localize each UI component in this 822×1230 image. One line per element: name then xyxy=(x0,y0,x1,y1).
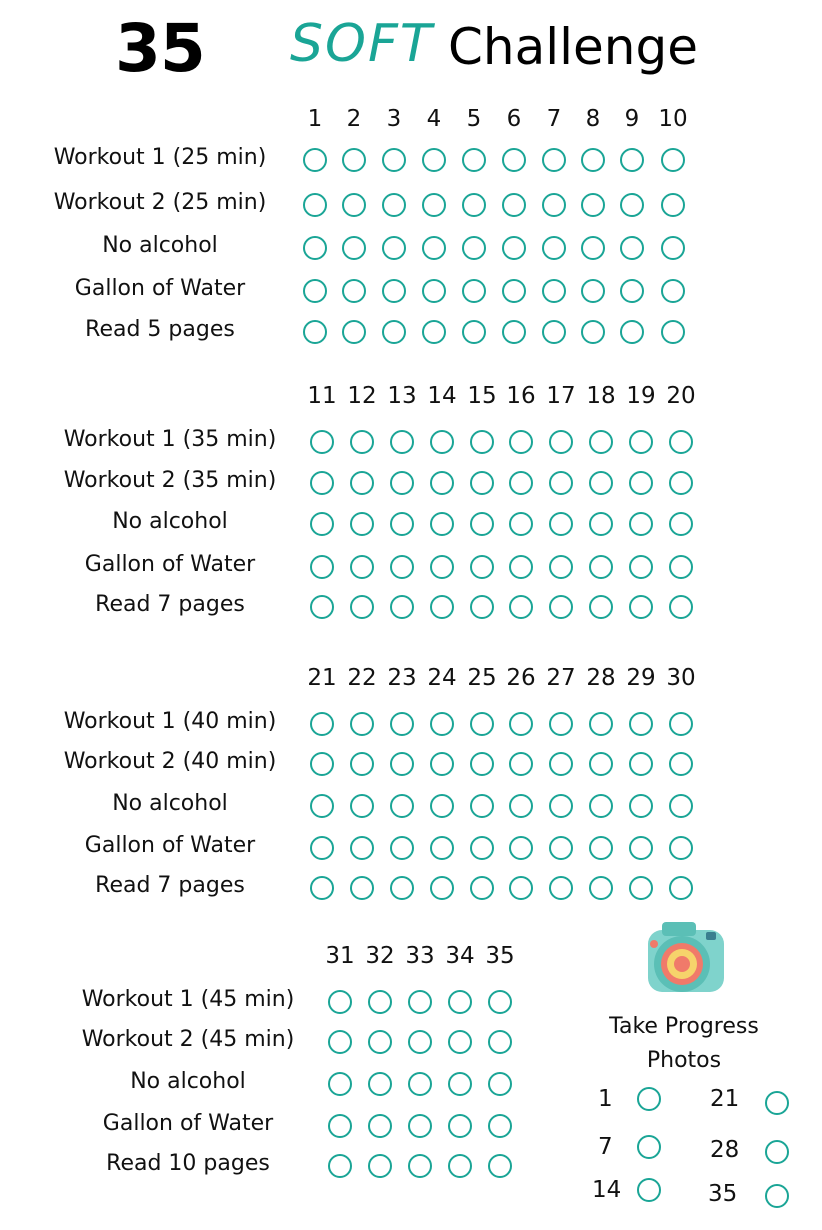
day-checkbox[interactable] xyxy=(462,193,486,217)
day-checkbox[interactable] xyxy=(629,595,653,619)
day-number: 13 xyxy=(387,383,417,409)
day-checkbox[interactable] xyxy=(589,836,613,860)
day-number: 25 xyxy=(467,665,497,691)
day-checkbox[interactable] xyxy=(509,794,533,818)
day-checkbox[interactable] xyxy=(669,794,693,818)
day-checkbox[interactable] xyxy=(430,471,454,495)
day-checkbox[interactable] xyxy=(629,430,653,454)
day-number: 2 xyxy=(346,106,362,132)
day-checkbox[interactable] xyxy=(589,555,613,579)
day-checkbox[interactable] xyxy=(589,876,613,900)
day-number: 19 xyxy=(626,383,656,409)
task-label: Workout 1 (45 min) xyxy=(81,987,295,1012)
day-checkbox[interactable] xyxy=(470,752,494,776)
day-number: 23 xyxy=(387,665,417,691)
day-checkbox[interactable] xyxy=(589,794,613,818)
day-checkbox[interactable] xyxy=(350,471,374,495)
day-checkbox[interactable] xyxy=(669,555,693,579)
day-checkbox[interactable] xyxy=(408,990,432,1014)
day-checkbox[interactable] xyxy=(328,990,352,1014)
day-checkbox[interactable] xyxy=(408,1154,432,1178)
day-checkbox[interactable] xyxy=(470,595,494,619)
day-checkbox[interactable] xyxy=(310,595,334,619)
day-checkbox[interactable] xyxy=(462,320,486,344)
day-checkbox[interactable] xyxy=(408,1072,432,1096)
day-checkbox[interactable] xyxy=(382,279,406,303)
day-checkbox[interactable] xyxy=(390,595,414,619)
day-number: 5 xyxy=(466,106,482,132)
day-checkbox[interactable] xyxy=(350,712,374,736)
photo-day-number: 35 xyxy=(708,1181,738,1207)
day-number: 35 xyxy=(485,943,515,969)
day-checkbox[interactable] xyxy=(629,876,653,900)
day-number: 12 xyxy=(347,383,377,409)
day-checkbox[interactable] xyxy=(488,1030,512,1054)
day-checkbox[interactable] xyxy=(310,712,334,736)
day-checkbox[interactable] xyxy=(350,430,374,454)
day-number: 34 xyxy=(445,943,475,969)
title-challenge: Challenge xyxy=(448,18,698,76)
day-checkbox[interactable] xyxy=(368,1114,392,1138)
day-checkbox[interactable] xyxy=(488,990,512,1014)
day-number: 16 xyxy=(506,383,536,409)
day-checkbox[interactable] xyxy=(669,752,693,776)
day-number: 31 xyxy=(325,943,355,969)
day-checkbox[interactable] xyxy=(430,512,454,536)
day-checkbox[interactable] xyxy=(581,279,605,303)
task-label: Workout 2 (40 min) xyxy=(63,749,277,774)
day-checkbox[interactable] xyxy=(310,876,334,900)
task-label: Gallon of Water xyxy=(102,1111,274,1136)
task-label: Workout 2 (45 min) xyxy=(81,1027,295,1052)
day-checkbox[interactable] xyxy=(342,236,366,260)
day-checkbox[interactable] xyxy=(430,752,454,776)
day-number: 3 xyxy=(386,106,402,132)
day-checkbox[interactable] xyxy=(620,193,644,217)
day-checkbox[interactable] xyxy=(629,512,653,536)
day-checkbox[interactable] xyxy=(509,555,533,579)
day-checkbox[interactable] xyxy=(303,193,327,217)
day-number: 33 xyxy=(405,943,435,969)
day-checkbox[interactable] xyxy=(629,712,653,736)
day-checkbox[interactable] xyxy=(488,1114,512,1138)
day-checkbox[interactable] xyxy=(549,430,573,454)
day-checkbox[interactable] xyxy=(422,279,446,303)
task-label: No alcohol xyxy=(102,233,218,258)
day-checkbox[interactable] xyxy=(390,836,414,860)
day-checkbox[interactable] xyxy=(542,148,566,172)
day-checkbox[interactable] xyxy=(629,836,653,860)
day-checkbox[interactable] xyxy=(549,836,573,860)
day-checkbox[interactable] xyxy=(542,193,566,217)
day-number: 21 xyxy=(307,665,337,691)
photo-day-number: 1 xyxy=(598,1086,613,1112)
task-label: Read 7 pages xyxy=(95,592,245,617)
day-checkbox[interactable] xyxy=(661,320,685,344)
day-checkbox[interactable] xyxy=(488,1072,512,1096)
day-number: 24 xyxy=(427,665,457,691)
day-checkbox[interactable] xyxy=(502,193,526,217)
task-label: Gallon of Water xyxy=(84,833,256,858)
day-checkbox[interactable] xyxy=(382,193,406,217)
day-checkbox[interactable] xyxy=(661,148,685,172)
day-checkbox[interactable] xyxy=(342,279,366,303)
day-checkbox[interactable] xyxy=(390,430,414,454)
day-number: 26 xyxy=(506,665,536,691)
day-checkbox[interactable] xyxy=(430,712,454,736)
day-checkbox[interactable] xyxy=(629,471,653,495)
day-checkbox[interactable] xyxy=(328,1114,352,1138)
day-checkbox[interactable] xyxy=(470,471,494,495)
day-number: 9 xyxy=(624,106,640,132)
day-checkbox[interactable] xyxy=(422,193,446,217)
day-number: 32 xyxy=(365,943,395,969)
day-checkbox[interactable] xyxy=(462,236,486,260)
task-label: Workout 1 (35 min) xyxy=(63,427,277,452)
day-checkbox[interactable] xyxy=(542,279,566,303)
task-label: Read 7 pages xyxy=(95,873,245,898)
photo-checkbox[interactable] xyxy=(637,1087,661,1111)
day-checkbox[interactable] xyxy=(502,236,526,260)
day-checkbox[interactable] xyxy=(502,148,526,172)
progress-photos-title-line2: Photos xyxy=(646,1048,722,1073)
photo-checkbox[interactable] xyxy=(637,1178,661,1202)
day-checkbox[interactable] xyxy=(620,279,644,303)
day-checkbox[interactable] xyxy=(589,512,613,536)
day-checkbox[interactable] xyxy=(669,471,693,495)
progress-photos-title xyxy=(584,1010,784,1078)
day-checkbox[interactable] xyxy=(549,876,573,900)
day-checkbox[interactable] xyxy=(669,712,693,736)
photo-day-number: 28 xyxy=(710,1137,740,1163)
photo-checkbox[interactable] xyxy=(765,1091,789,1115)
day-checkbox[interactable] xyxy=(502,320,526,344)
day-checkbox[interactable] xyxy=(382,320,406,344)
day-number: 1 xyxy=(307,106,323,132)
day-checkbox[interactable] xyxy=(368,1030,392,1054)
day-number: 29 xyxy=(626,665,656,691)
day-checkbox[interactable] xyxy=(422,236,446,260)
day-checkbox[interactable] xyxy=(430,595,454,619)
day-checkbox[interactable] xyxy=(390,752,414,776)
day-checkbox[interactable] xyxy=(422,148,446,172)
day-checkbox[interactable] xyxy=(589,430,613,454)
day-checkbox[interactable] xyxy=(303,148,327,172)
day-number: 8 xyxy=(585,106,601,132)
day-checkbox[interactable] xyxy=(310,794,334,818)
day-checkbox[interactable] xyxy=(549,555,573,579)
task-label: No alcohol xyxy=(112,791,228,816)
day-checkbox[interactable] xyxy=(509,512,533,536)
day-checkbox[interactable] xyxy=(589,712,613,736)
day-number: 15 xyxy=(467,383,497,409)
day-checkbox[interactable] xyxy=(368,1154,392,1178)
day-checkbox[interactable] xyxy=(328,1072,352,1096)
day-number: 20 xyxy=(666,383,696,409)
day-checkbox[interactable] xyxy=(542,236,566,260)
day-checkbox[interactable] xyxy=(629,794,653,818)
day-checkbox[interactable] xyxy=(310,836,334,860)
day-checkbox[interactable] xyxy=(669,430,693,454)
day-checkbox[interactable] xyxy=(620,320,644,344)
day-number: 7 xyxy=(546,106,562,132)
day-checkbox[interactable] xyxy=(502,279,526,303)
day-number: 30 xyxy=(666,665,696,691)
photo-checkbox[interactable] xyxy=(765,1140,789,1164)
day-number: 28 xyxy=(586,665,616,691)
day-checkbox[interactable] xyxy=(462,279,486,303)
task-label: No alcohol xyxy=(130,1069,246,1094)
day-checkbox[interactable] xyxy=(470,876,494,900)
day-checkbox[interactable] xyxy=(470,430,494,454)
day-checkbox[interactable] xyxy=(430,876,454,900)
day-number: 22 xyxy=(347,665,377,691)
day-checkbox[interactable] xyxy=(350,836,374,860)
day-checkbox[interactable] xyxy=(470,794,494,818)
day-number: 6 xyxy=(506,106,522,132)
progress-photos-title-line1: Take Progress xyxy=(609,1014,759,1039)
day-checkbox[interactable] xyxy=(661,193,685,217)
day-number: 4 xyxy=(426,106,442,132)
day-checkbox[interactable] xyxy=(448,1114,472,1138)
day-checkbox[interactable] xyxy=(669,595,693,619)
day-checkbox[interactable] xyxy=(448,1154,472,1178)
day-checkbox[interactable] xyxy=(629,555,653,579)
photo-checkbox[interactable] xyxy=(765,1184,789,1208)
day-checkbox[interactable] xyxy=(509,836,533,860)
day-checkbox[interactable] xyxy=(589,595,613,619)
day-checkbox[interactable] xyxy=(430,430,454,454)
day-checkbox[interactable] xyxy=(488,1154,512,1178)
day-number: 14 xyxy=(427,383,457,409)
day-checkbox[interactable] xyxy=(408,1114,432,1138)
day-checkbox[interactable] xyxy=(350,794,374,818)
day-checkbox[interactable] xyxy=(303,320,327,344)
day-checkbox[interactable] xyxy=(470,512,494,536)
day-checkbox[interactable] xyxy=(549,794,573,818)
day-checkbox[interactable] xyxy=(542,320,566,344)
day-checkbox[interactable] xyxy=(448,1030,472,1054)
task-label: Gallon of Water xyxy=(84,552,256,577)
day-checkbox[interactable] xyxy=(448,990,472,1014)
day-checkbox[interactable] xyxy=(581,236,605,260)
photo-checkbox[interactable] xyxy=(637,1135,661,1159)
day-checkbox[interactable] xyxy=(390,471,414,495)
day-checkbox[interactable] xyxy=(669,836,693,860)
day-checkbox[interactable] xyxy=(382,236,406,260)
day-checkbox[interactable] xyxy=(470,712,494,736)
day-number: 11 xyxy=(307,383,337,409)
day-checkbox[interactable] xyxy=(390,794,414,818)
day-checkbox[interactable] xyxy=(581,148,605,172)
day-checkbox[interactable] xyxy=(661,279,685,303)
day-checkbox[interactable] xyxy=(589,471,613,495)
task-label: Read 10 pages xyxy=(106,1151,270,1176)
day-checkbox[interactable] xyxy=(669,512,693,536)
day-checkbox[interactable] xyxy=(509,712,533,736)
day-checkbox[interactable] xyxy=(581,193,605,217)
day-checkbox[interactable] xyxy=(581,320,605,344)
day-checkbox[interactable] xyxy=(589,752,613,776)
day-checkbox[interactable] xyxy=(509,595,533,619)
day-checkbox[interactable] xyxy=(310,752,334,776)
day-checkbox[interactable] xyxy=(422,320,446,344)
day-number: 18 xyxy=(586,383,616,409)
day-checkbox[interactable] xyxy=(390,512,414,536)
day-checkbox[interactable] xyxy=(368,990,392,1014)
day-checkbox[interactable] xyxy=(661,236,685,260)
day-checkbox[interactable] xyxy=(310,430,334,454)
task-label: No alcohol xyxy=(112,509,228,534)
day-checkbox[interactable] xyxy=(342,320,366,344)
title-soft: SOFT xyxy=(290,14,434,74)
camera-icon xyxy=(640,916,730,1000)
day-checkbox[interactable] xyxy=(328,1030,352,1054)
day-checkbox[interactable] xyxy=(448,1072,472,1096)
day-checkbox[interactable] xyxy=(390,876,414,900)
day-checkbox[interactable] xyxy=(669,876,693,900)
day-number: 17 xyxy=(546,383,576,409)
day-checkbox[interactable] xyxy=(430,836,454,860)
photo-day-number: 7 xyxy=(598,1134,613,1160)
task-label: Workout 2 (25 min) xyxy=(53,190,267,215)
day-checkbox[interactable] xyxy=(310,512,334,536)
day-checkbox[interactable] xyxy=(509,752,533,776)
day-checkbox[interactable] xyxy=(620,236,644,260)
day-checkbox[interactable] xyxy=(629,752,653,776)
day-checkbox[interactable] xyxy=(303,279,327,303)
task-label: Read 5 pages xyxy=(85,317,235,342)
day-checkbox[interactable] xyxy=(549,471,573,495)
day-checkbox[interactable] xyxy=(549,595,573,619)
day-checkbox[interactable] xyxy=(509,876,533,900)
day-checkbox[interactable] xyxy=(430,555,454,579)
day-checkbox[interactable] xyxy=(328,1154,352,1178)
photo-day-number: 14 xyxy=(592,1177,622,1203)
day-checkbox[interactable] xyxy=(350,876,374,900)
day-checkbox[interactable] xyxy=(350,555,374,579)
day-checkbox[interactable] xyxy=(462,148,486,172)
day-checkbox[interactable] xyxy=(470,555,494,579)
day-checkbox[interactable] xyxy=(430,794,454,818)
day-checkbox[interactable] xyxy=(390,555,414,579)
title-number: 35 xyxy=(115,10,205,87)
day-checkbox[interactable] xyxy=(408,1030,432,1054)
day-checkbox[interactable] xyxy=(310,471,334,495)
day-checkbox[interactable] xyxy=(549,512,573,536)
day-number: 27 xyxy=(546,665,576,691)
day-checkbox[interactable] xyxy=(549,752,573,776)
day-checkbox[interactable] xyxy=(342,193,366,217)
day-checkbox[interactable] xyxy=(509,471,533,495)
day-checkbox[interactable] xyxy=(620,148,644,172)
task-label: Workout 2 (35 min) xyxy=(63,468,277,493)
day-checkbox[interactable] xyxy=(350,752,374,776)
day-checkbox[interactable] xyxy=(350,512,374,536)
day-checkbox[interactable] xyxy=(470,836,494,860)
day-number: 10 xyxy=(658,106,688,132)
day-checkbox[interactable] xyxy=(310,555,334,579)
day-checkbox[interactable] xyxy=(342,148,366,172)
day-checkbox[interactable] xyxy=(303,236,327,260)
day-checkbox[interactable] xyxy=(549,712,573,736)
photo-day-number: 21 xyxy=(710,1086,740,1112)
day-checkbox[interactable] xyxy=(368,1072,392,1096)
day-checkbox[interactable] xyxy=(382,148,406,172)
day-checkbox[interactable] xyxy=(509,430,533,454)
day-checkbox[interactable] xyxy=(390,712,414,736)
task-label: Workout 1 (40 min) xyxy=(63,709,277,734)
task-label: Gallon of Water xyxy=(74,276,246,301)
task-label: Workout 1 (25 min) xyxy=(53,145,267,170)
day-checkbox[interactable] xyxy=(350,595,374,619)
